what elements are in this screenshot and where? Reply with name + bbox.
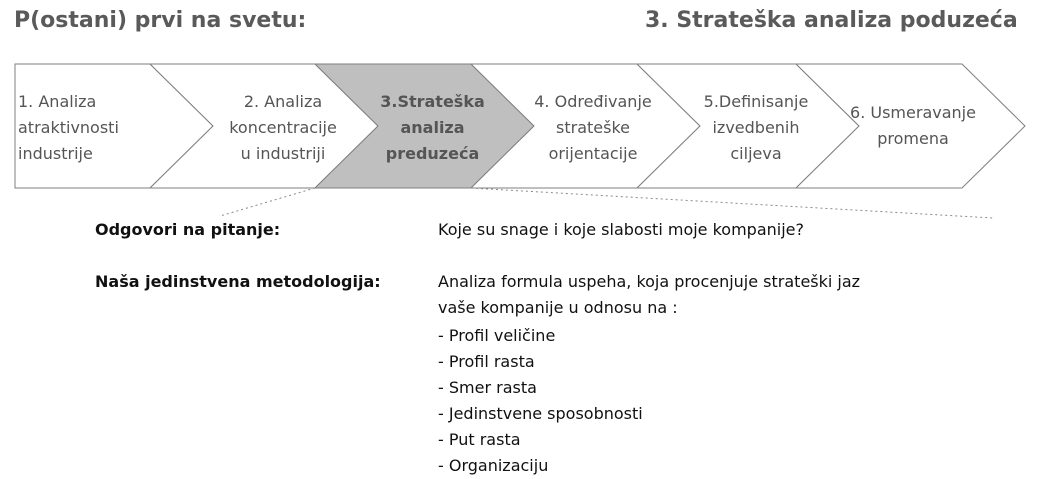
section-title: 3. Strateška analiza poduzeća [645, 8, 1018, 33]
step-2-label: 2. Analiza koncentracije u industriji [229, 92, 337, 163]
question-text: Koje su snage i koje slabosti moje kompanije? [438, 220, 804, 239]
methodology-text-line-2: vaše kompanije u odnosu na : [438, 298, 678, 317]
question-label: Odgovori na pitanje: [95, 220, 281, 239]
step-3-label: 3.Strateška analiza preduzeća [380, 92, 485, 163]
step-1-label: 1. Analiza atraktivnosti industrije [18, 92, 119, 163]
step-5-label: 5.Definisanje izvedbenih ciljeva [703, 92, 809, 163]
callout-line-right [471, 188, 993, 218]
step-4-label: 4. Određivanje strateške orijentacije [534, 92, 652, 163]
list-item: - Smer rasta [438, 378, 537, 397]
step-6-label: 6. Usmeravanje promena [850, 103, 976, 148]
methodology-label: Naša jedinstvena metodologija: [95, 272, 381, 291]
list-item: - Organizaciju [438, 456, 549, 475]
list-item: - Jedinstvene sposobnosti [438, 404, 643, 423]
methodology-bullet-list [438, 323, 643, 479]
callout-line-left [220, 188, 315, 216]
list-item: - Profil rasta [438, 352, 535, 371]
list-item: - Put rasta [438, 430, 521, 449]
methodology-text-line-1: Analiza formula uspeha, koja procenjuje strateški jaz [438, 272, 861, 291]
list-item: - Profil veličine [438, 326, 556, 345]
page-title: P(ostani) prvi na svetu: [14, 8, 307, 33]
